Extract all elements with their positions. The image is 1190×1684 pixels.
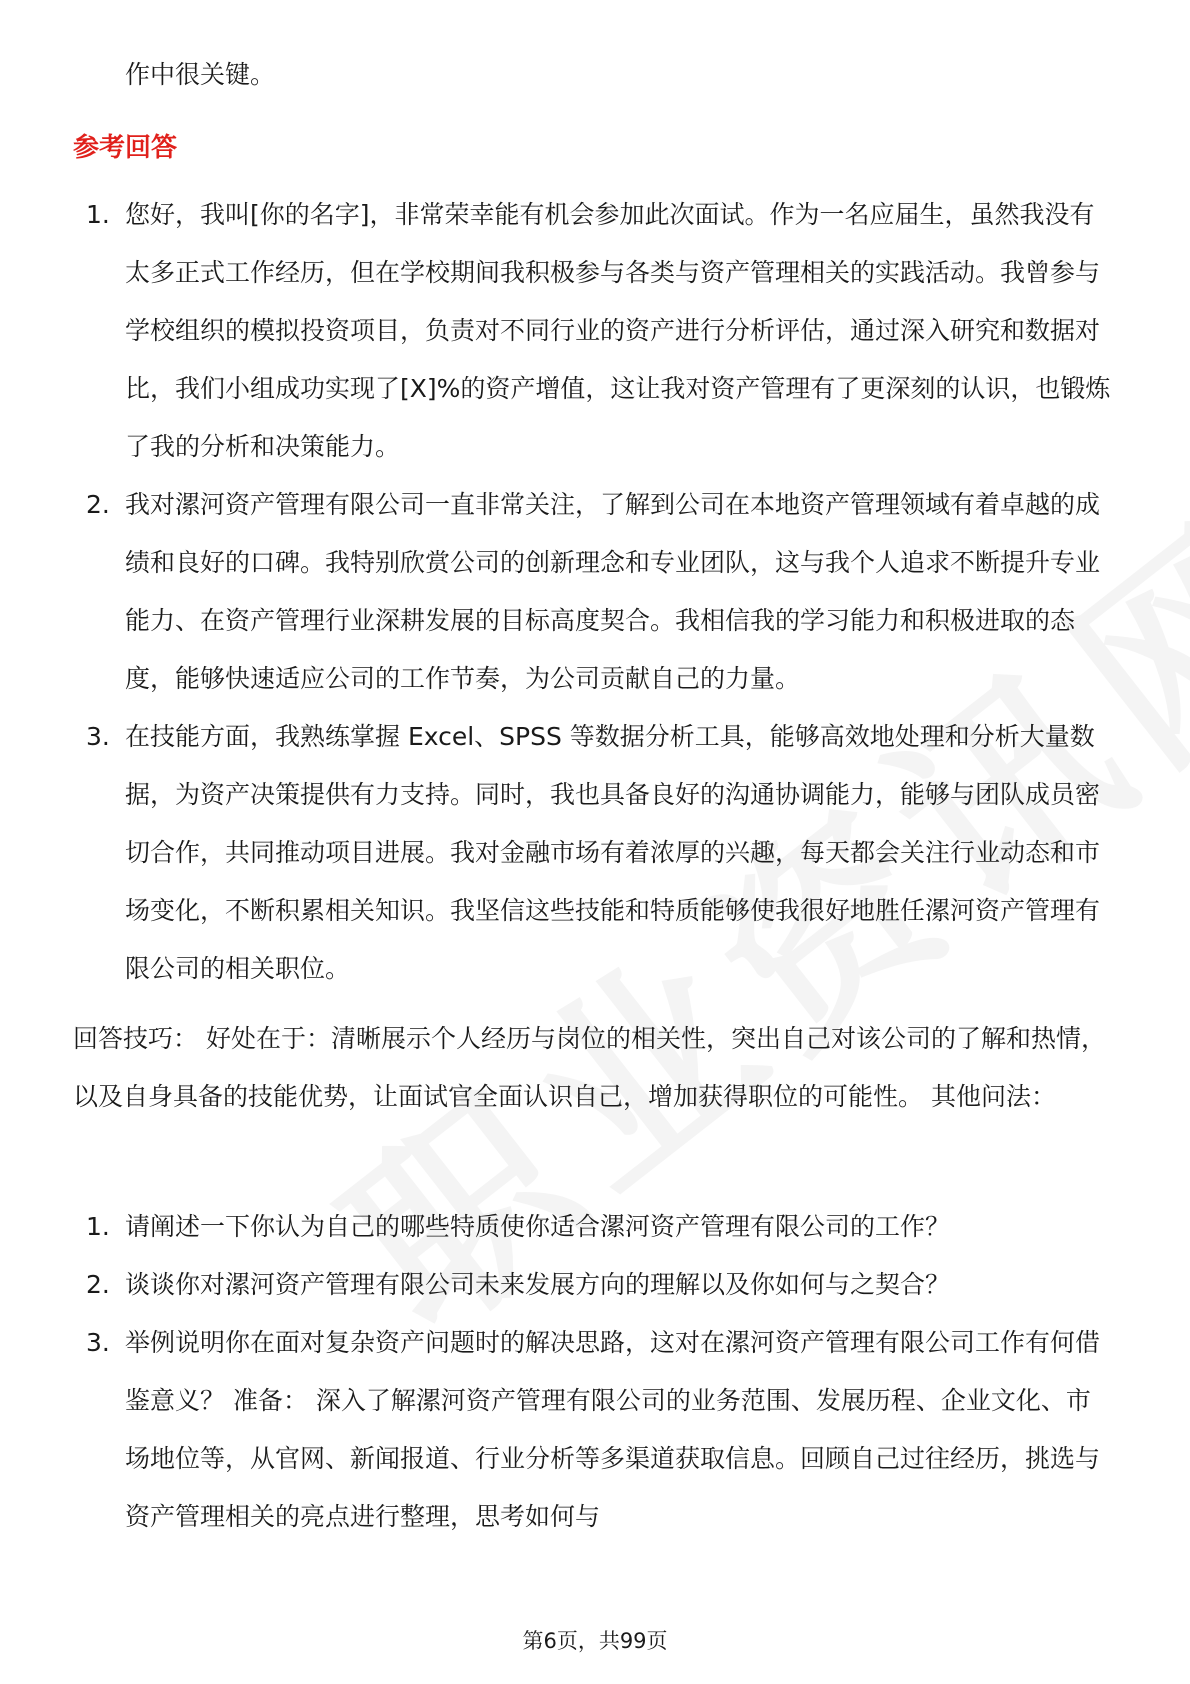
list-number: 2. [86, 1270, 110, 1299]
list-number: 3. [86, 722, 110, 751]
answer-item [0, 186, 1115, 476]
answer-text: 我对漯河资产管理有限公司一直非常关注，了解到公司在本地资产管理领域有着卓越的成绩和良好的口碑。我特别欣赏公司的创新理念和专业团队，这与我个人追求不断提升专业能力、在资产管理行业深耕发展的目标高度契合。我相信我的学习能力和积极进取的态度，能够快速适应公司的工作节奏，为公司贡献自己的力量。 [125, 490, 1101, 693]
continuation-text: 作中很关键。 [125, 60, 276, 89]
answer-text: 在技能方面，我熟练掌握 Excel、SPSS 等数据分析工具，能够高效地处理和分析大量数据，为资产决策提供有力支持。同时，我也具备良好的沟通协调能力，能够与团队成员密切合作，共同推动项目进展。我对金融市场有着浓厚的兴趣，每天都会关注行业动态和市场变化，不断积累相关知识。我坚信这些技能和特质能够使我很好地胜任漯河资产管理有限公司的相关职位。 [125, 722, 1101, 983]
answer-item [0, 476, 1115, 708]
list-number: 2. [86, 490, 110, 519]
page-number-footer: 第6页，共99页 [522, 1629, 668, 1653]
question-text: 谈谈你对漯河资产管理有限公司未来发展方向的理解以及你如何与之契合？ [125, 1270, 951, 1299]
tips-paragraph: 回答技巧： 好处在于：清晰展示个人经历与岗位的相关性，突出自己对该公司的了解和热情，以及自身具备的技能优势，让面试官全面认识自己，增加获得职位的可能性。 其他问法： [73, 1024, 1106, 1111]
question-text: 举例说明你在面对复杂资产问题时的解决思路，这对在漯河资产管理有限公司工作有何借鉴意义？ 准备： 深入了解漯河资产管理有限公司的业务范围、发展历程、企业文化、市场地位等，从官网、新闻报道、行业分析等多渠道获取信息。回顾自己过往经历，挑选与资产管理相关的亮点进行整理，思考如何与 [125, 1328, 1101, 1531]
answer-list [0, 186, 1190, 998]
question-item [0, 1256, 1115, 1314]
question-text: 请阐述一下你认为自己的哪些特质使你适合漯河资产管理有限公司的工作？ [125, 1212, 951, 1241]
answer-item [0, 708, 1115, 998]
section-heading: 参考回答 [73, 133, 178, 163]
list-number: 1. [86, 200, 110, 229]
question-list [0, 1198, 1190, 1546]
list-number: 3. [86, 1328, 110, 1357]
list-number: 1. [86, 1212, 110, 1241]
question-item [0, 1198, 1115, 1256]
answer-text: 您好，我叫[你的名字]，非常荣幸能有机会参加此次面试。作为一名应届生，虽然我没有太多正式工作经历，但在学校期间我积极参与各类与资产管理相关的实践活动。我曾参与学校组织的模拟投资项目，负责对不同行业的资产进行分析评估，通过深入研究和数据对比，我们小组成功实现了[X]%的资产增值，这让我对资产管理有了更深刻的认识，也锻炼了我的分析和决策能力。 [125, 200, 1111, 461]
question-item [0, 1314, 1115, 1546]
